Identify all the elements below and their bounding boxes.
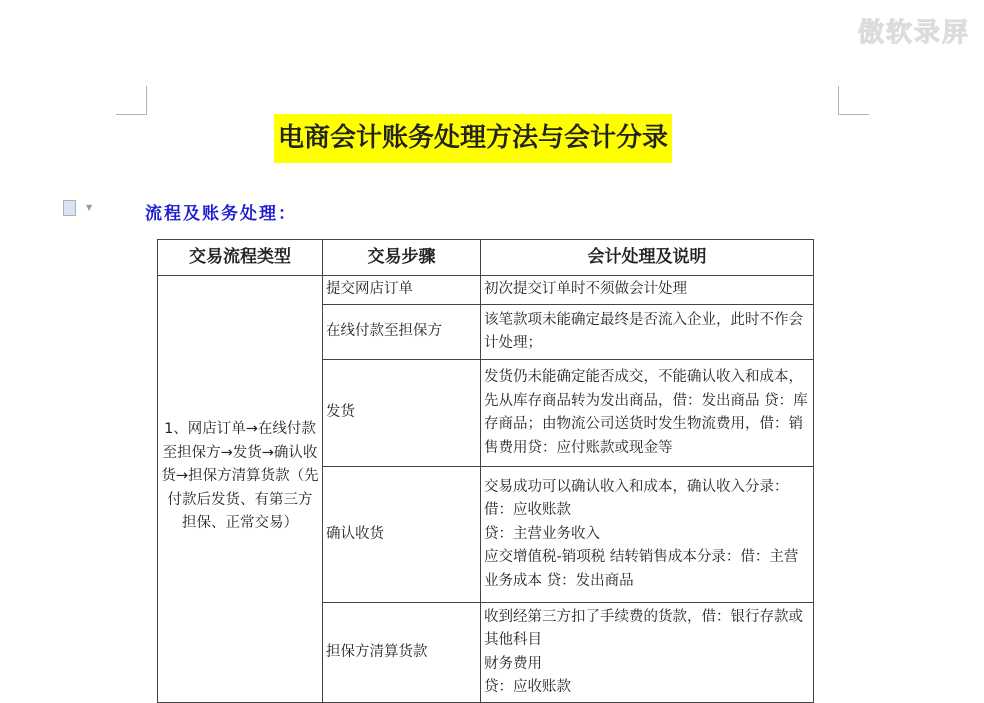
column-header: 会计处理及说明 (481, 240, 814, 276)
step-cell: 担保方清算货款 (323, 603, 481, 703)
chevron-down-icon[interactable]: ▼ (86, 203, 93, 212)
accounting-table (157, 239, 814, 703)
step-cell: 确认收货 (323, 467, 481, 603)
step-cell: 在线付款至担保方 (323, 305, 481, 360)
document-title: 电商会计账务处理方法与会计分录 (274, 114, 672, 163)
table-header-row (158, 240, 814, 276)
margin-corner-left (116, 86, 147, 115)
table-row (158, 276, 814, 305)
section-heading: 流程及账务处理： (145, 204, 297, 224)
flow-type-cell: 1、网店订单→在线付款至担保方→发货→确认收货→担保方清算货款（先付款后发货、有第三方担保、正常交易） (158, 276, 323, 703)
column-header: 交易步骤 (323, 240, 481, 276)
desc-cell: 该笔款项未能确定最终是否流入企业，此时不作会计处理； (481, 305, 814, 360)
desc-cell: 发货仍未能确定能否成交，不能确认收入和成本，先从库存商品转为发出商品，借：发出商品 贷：库存商品；由物流公司送货时发生物流费用，借：销售费用贷：应付账款或现金等 (481, 360, 814, 467)
desc-cell: 初次提交订单时不须做会计处理 (481, 276, 814, 305)
margin-corner-right (838, 86, 869, 115)
step-cell: 提交网店订单 (323, 276, 481, 305)
watermark: 傲软录屏 (857, 18, 970, 48)
paste-options-icon[interactable] (63, 200, 76, 216)
desc-cell: 收到经第三方扣了手续费的货款，借：银行存款或其他科目 财务费用 贷：应收账款 (481, 603, 814, 703)
column-header: 交易流程类型 (158, 240, 323, 276)
step-cell: 发货 (323, 360, 481, 467)
desc-cell: 交易成功可以确认收入和成本，确认收入分录：借：应收账款 贷：主营业务收入 应交增值税-销项税 结转销售成本分录：借：主营业务成本 贷：发出商品 (481, 467, 814, 603)
